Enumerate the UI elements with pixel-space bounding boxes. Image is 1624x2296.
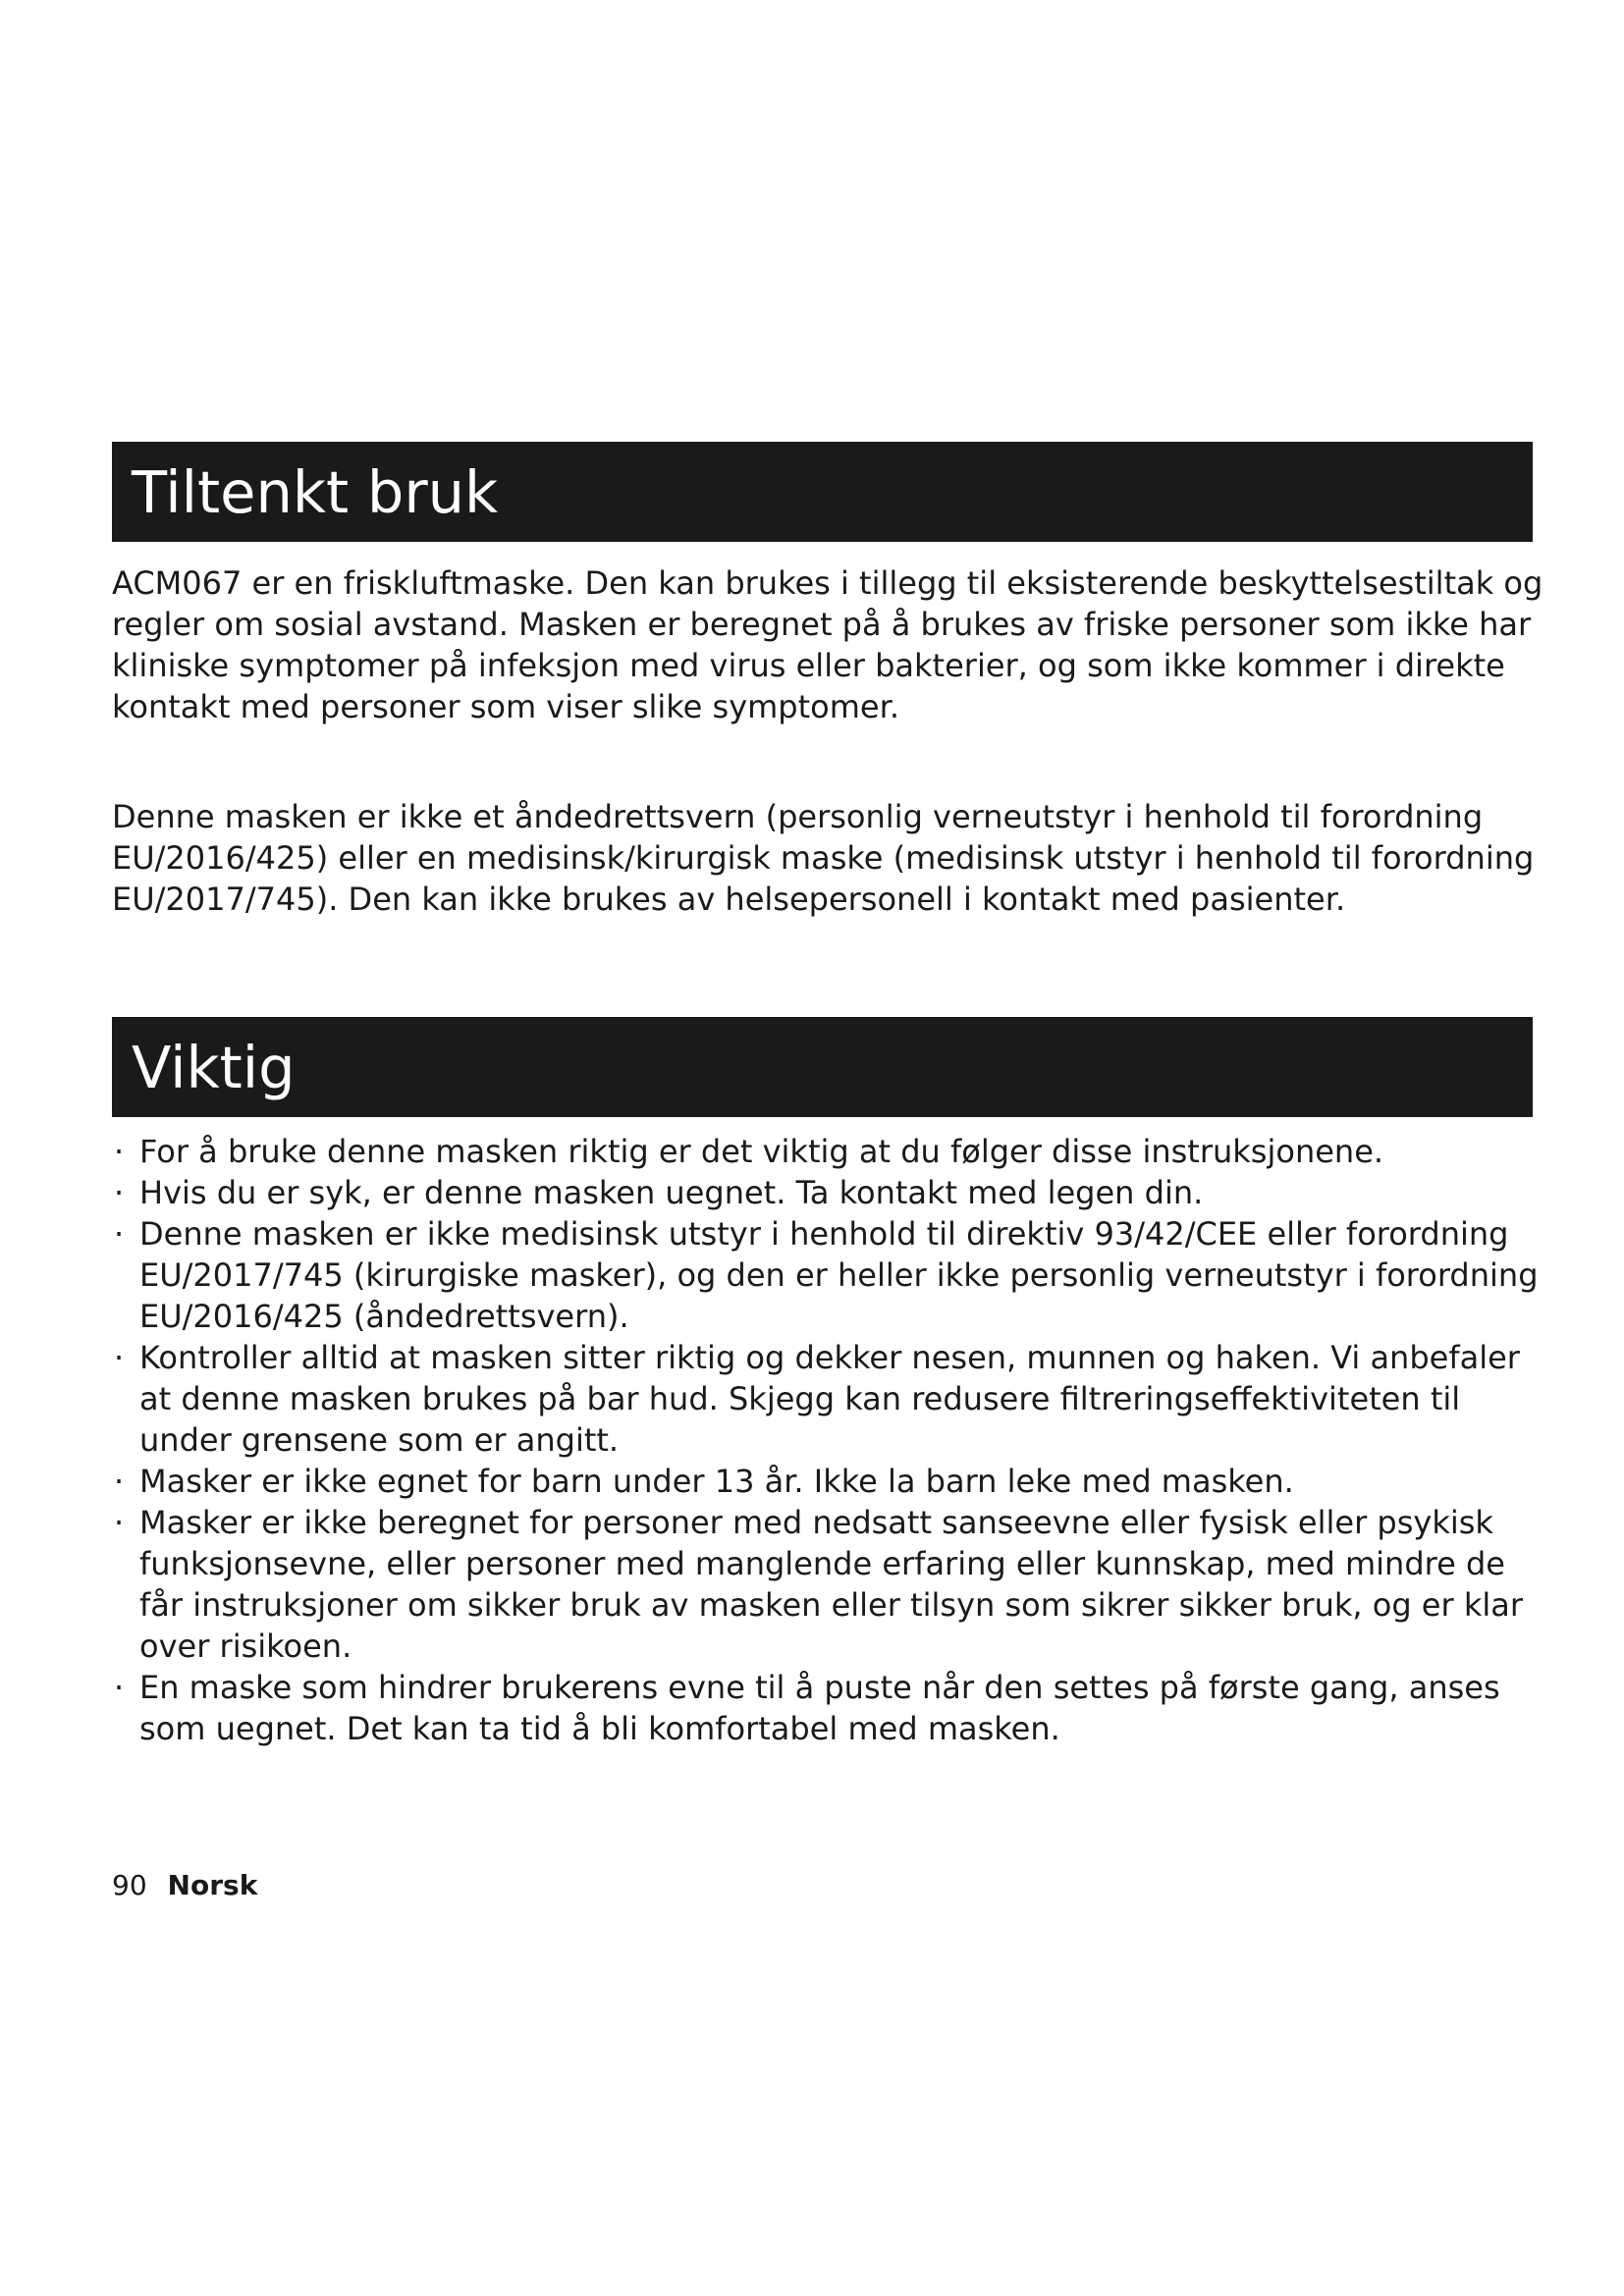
bullet-icon: · (114, 1215, 125, 1253)
list-item (112, 1502, 1545, 1667)
bullet-icon: · (114, 1174, 125, 1211)
list-item-text: Kontroller alltid at masken sitter riktig og dekker nesen, munnen og haken. Vi anbefaler at denne masken brukes på bar hud. Skjegg kan redusere filtreringseffektiviteten til under grensene som er angitt. (139, 1339, 1520, 1459)
list-item (112, 1337, 1545, 1461)
intended-use-paragraph: Denne masken er ikke et åndedrettsvern (personlig verneutstyr i henhold til forordning EU/2016/425) eller en medisinsk/kirurgisk maske (medisinsk utstyr i henhold til forordning EU/2017/745). Den kan ikke brukes av helsepersonell i kontakt med pasienter. (112, 798, 1535, 918)
list-item (112, 1213, 1545, 1337)
list-item-text: Masker er ikke beregnet for personer med nedsatt sanseevne eller fysisk eller psykisk funksjonsevne, eller personer med manglende erfaring eller kunnskap, med mindre de får instruksjoner om sikker bruk av masken eller tilsyn som sikrer sikker bruk, og er klar over risikoen. (139, 1504, 1523, 1665)
list-item-text: En maske som hindrer brukerens evne til å puste når den settes på første gang, anses som uegnet. Det kan ta tid å bli komfortabel med masken. (139, 1669, 1500, 1747)
bullet-icon: · (114, 1133, 125, 1170)
footer-language: Norsk (167, 1869, 258, 1901)
bullet-icon: · (114, 1669, 125, 1706)
list-item (112, 1667, 1545, 1749)
list-item-text: Masker er ikke egnet for barn under 13 år. Ikke la barn leke med masken. (139, 1463, 1294, 1500)
list-item (112, 1131, 1545, 1172)
section-title: Viktig (132, 1033, 296, 1101)
page-footer (112, 1868, 257, 1903)
list-item-text: Denne masken er ikke medisinsk utstyr i henhold til direktiv 93/42/CEE eller forordning EU/2017/745 (kirurgiske masker), og den er heller ikke personlig verneutstyr i forordning EU/2016/425 (åndedrettsvern). (139, 1215, 1539, 1335)
section-title: Tiltenkt bruk (132, 457, 499, 526)
section-header-important (112, 1017, 1533, 1117)
list-item-text: Hvis du er syk, er denne masken uegnet. Ta kontakt med legen din. (139, 1174, 1204, 1211)
bullet-icon: · (114, 1504, 125, 1541)
intended-use-paragraph: ACM067 er en friskluftmaske. Den kan brukes i tillegg til eksisterende beskyttelsestiltak og regler om sosial avstand. Masken er beregnet på å brukes av friske personer som ikke har kliniske symptomer på infeksjon med virus eller bakterier, og som ikke kommer i direkte kontakt med personer som viser slike symptomer. (112, 564, 1543, 725)
page-number: 90 (112, 1869, 147, 1901)
section-header-intended-use (112, 442, 1533, 542)
list-item-text: For å bruke denne masken riktig er det viktig at du følger disse instruksjonene. (139, 1133, 1384, 1170)
list-item (112, 1461, 1545, 1502)
important-bullet-list (112, 1131, 1545, 1749)
list-item (112, 1172, 1545, 1213)
bullet-icon: · (114, 1463, 125, 1500)
bullet-icon: · (114, 1339, 125, 1376)
